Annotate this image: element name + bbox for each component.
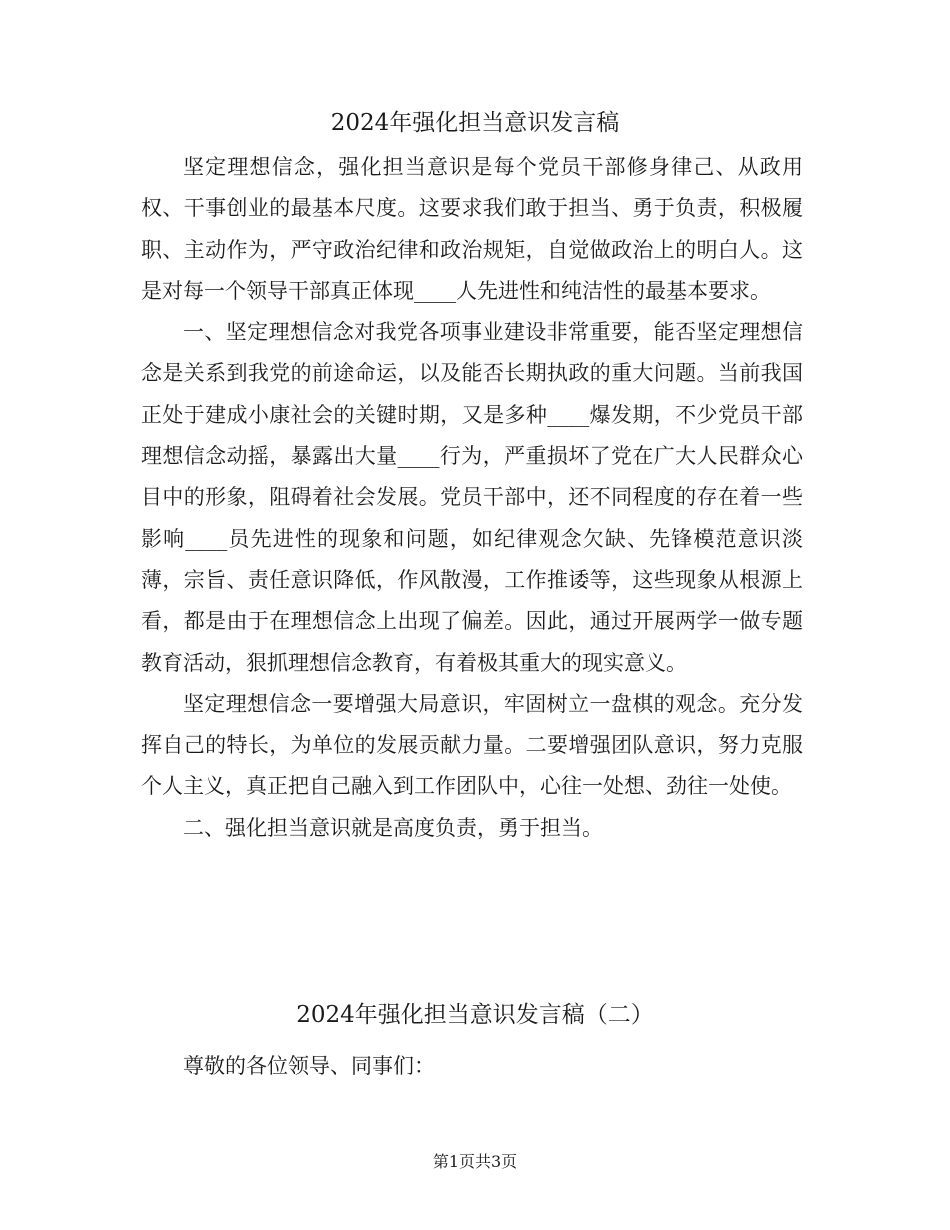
paragraph-section-2: 二、强化担当意识就是高度负责，勇于担当。: [183, 815, 603, 840]
page-number: 第1页共3页: [432, 1152, 518, 1171]
second-speech-title: 2024年强化担当意识发言稿（二）: [296, 1002, 654, 1028]
paragraph-intro: 坚定理想信念，强化担当意识是每个党员干部修身律己、从政用权、干事创业的最基本尺度。这要求我们敢于担当、勇于负责，积极履职、主动作为，严守政治纪律和政治规矩，自觉做政治上的明白人。这是对每一个领导干部真正体现____人先进性和纯洁性的最基本要求。: [141, 155, 803, 303]
document-title: 2024年强化担当意识发言稿: [330, 110, 620, 136]
paragraph-salutation: 尊敬的各位领导、同事们：: [183, 1054, 435, 1078]
paragraph-ideals: 坚定理想信念一要增强大局意识，牢固树立一盘棋的观念。充分发挥自己的特长，为单位的发展贡献力量。二要增强团队意识，努力克服个人主义，真正把自己融入到工作团队中，心往一处想、劲往一处使。: [141, 691, 803, 799]
second-speech-body: [141, 1046, 803, 1087]
paragraph-section-1: 一、坚定理想信念对我党各项事业建设非常重要，能否坚定理想信念是关系到我党的前途命运，以及能否长期执政的重大问题。当前我国正处于建成小康社会的关键时期，又是多种____爆发期，不少党员干部理想信念动摇，暴露出大量____行为，严重损坏了党在广大人民群众心目中的形象，阻碍着社会发展。党员干部中，还不同程度的存在着一些影响____员先进性的现象和问题，如纪律观念欠缺、先锋模范意识淡薄，宗旨、责任意识降低，作风散漫，工作推诿等，这些现象从根源上看，都是由于在理想信念上出现了偏差。因此，通过开展两学一做专题教育活动，狠抓理想信念教育，有着极其重大的现实意义。: [141, 320, 803, 675]
document-body: [141, 147, 803, 849]
